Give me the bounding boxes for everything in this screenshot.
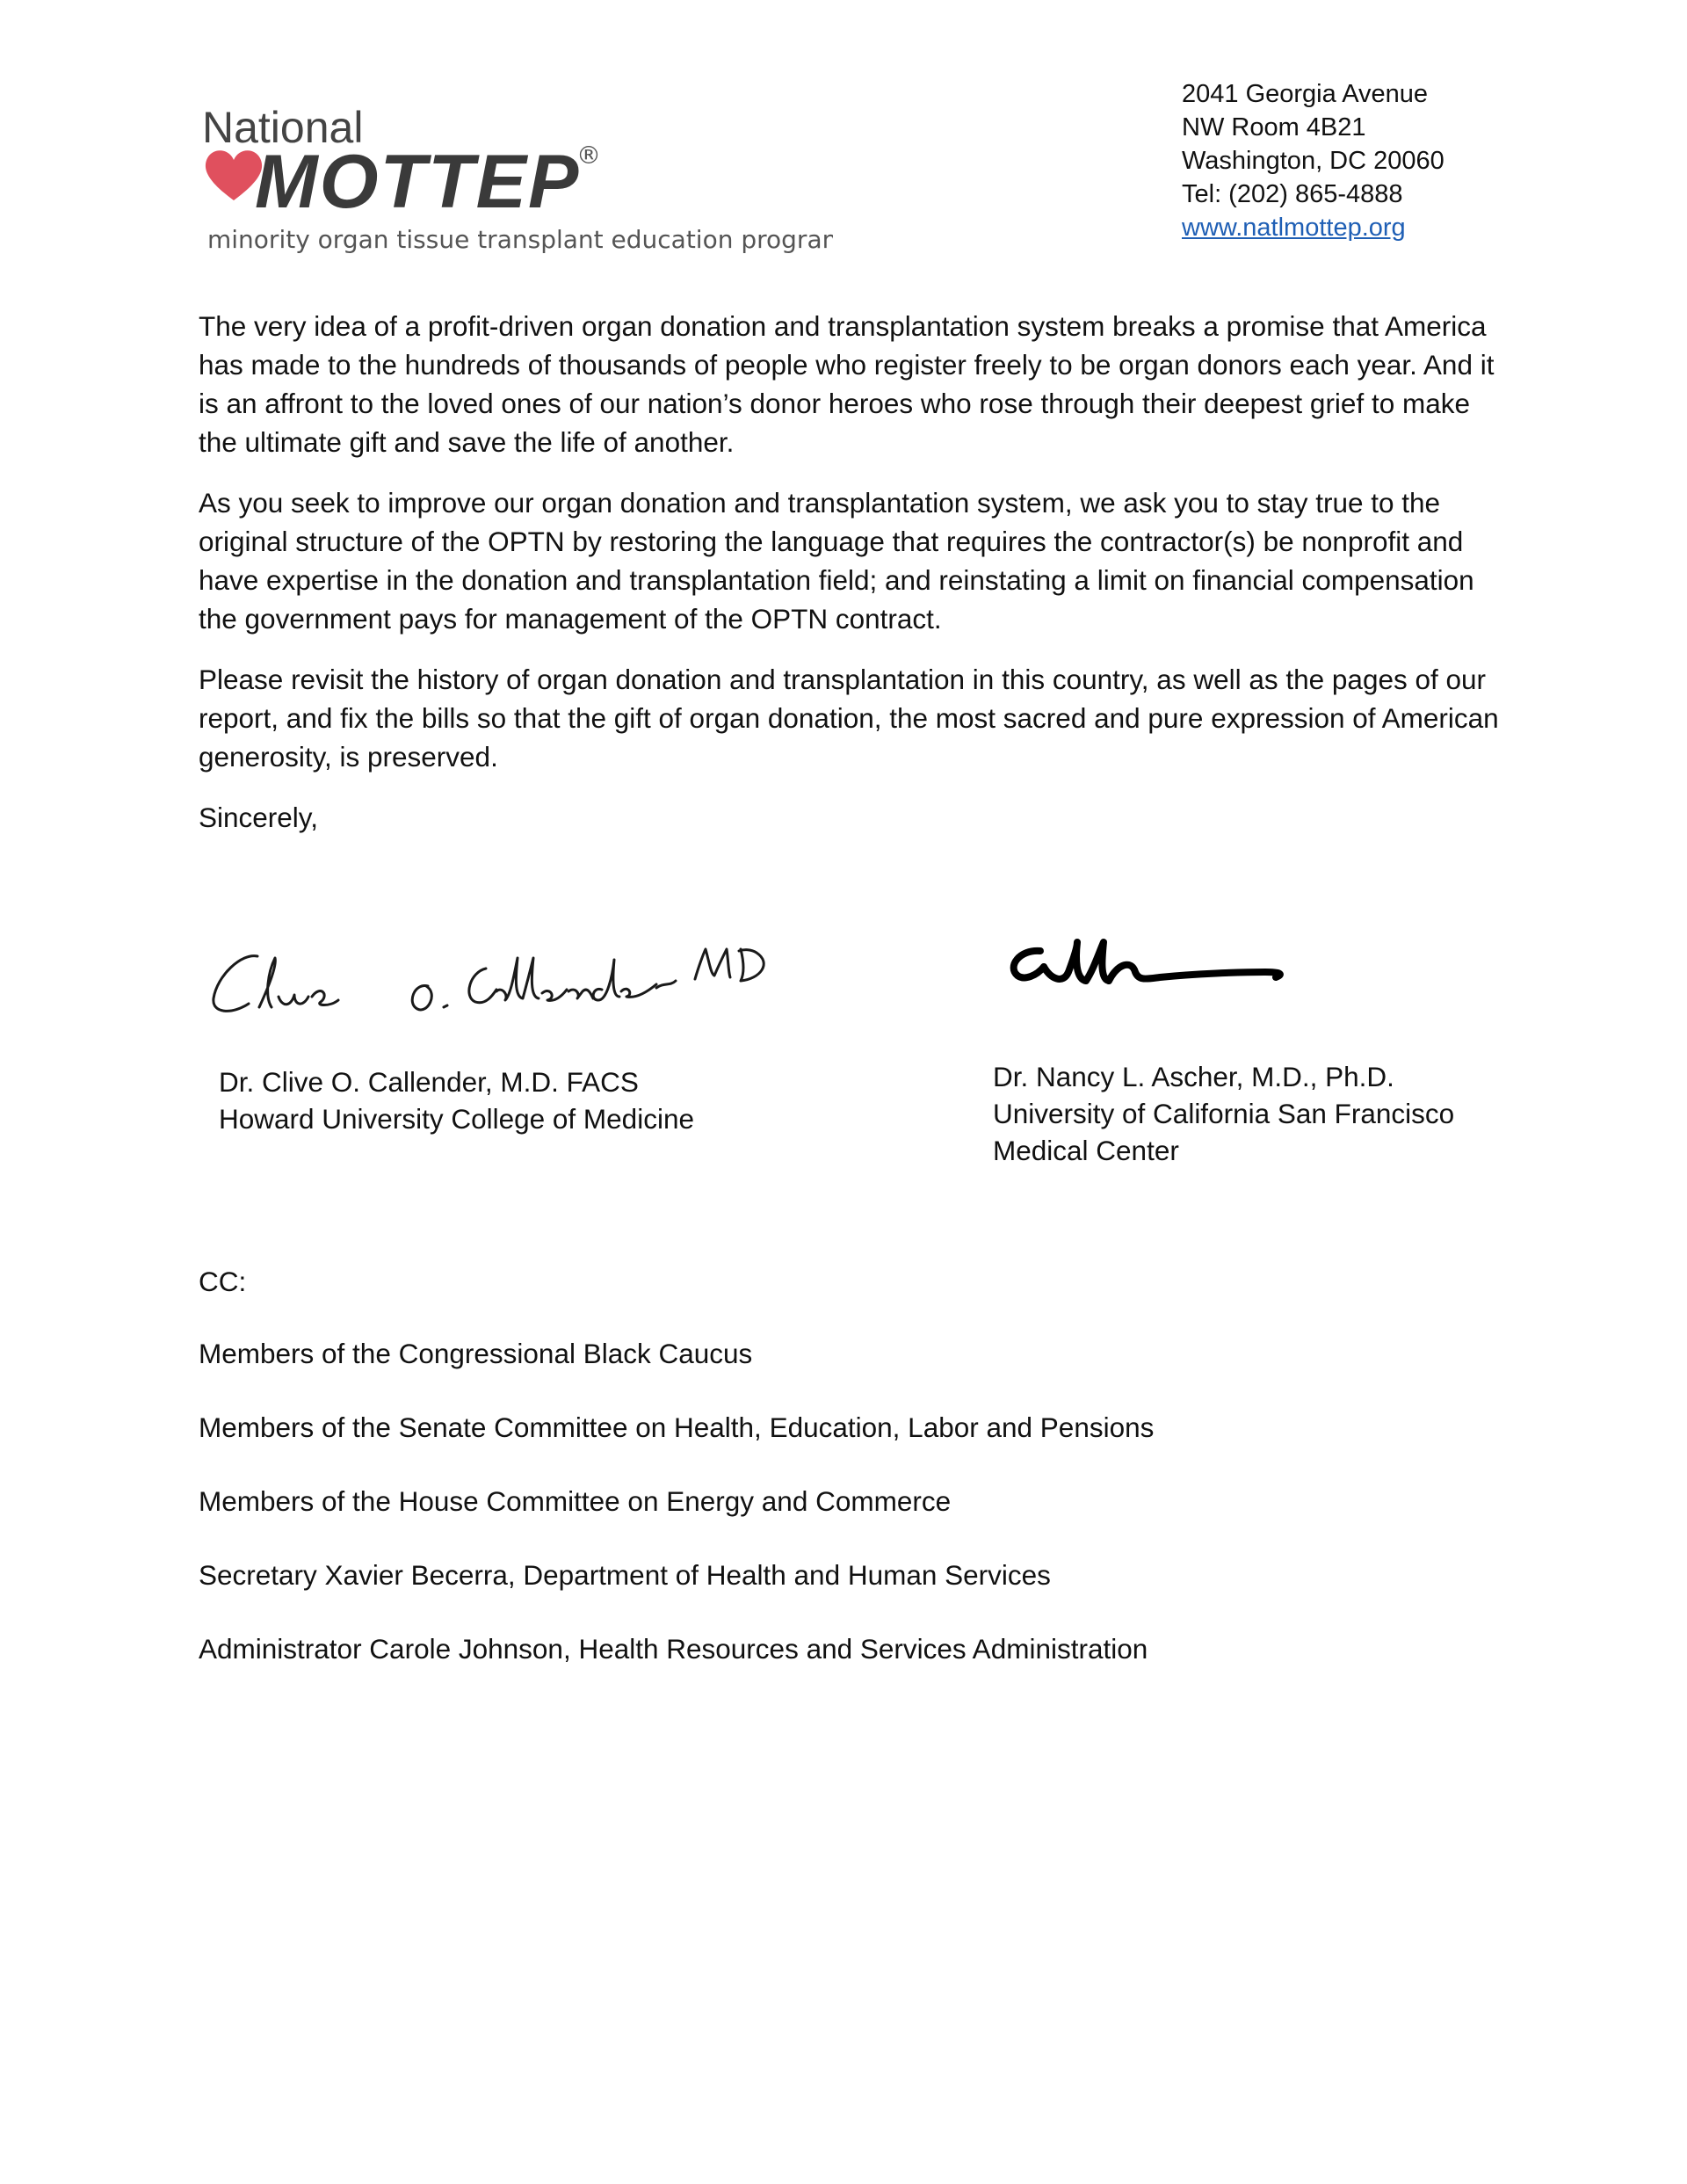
signer-1-name: Dr. Clive O. Callender, M.D. FACS — [219, 1066, 639, 1098]
address-tel: Tel: (202) 865-4888 — [1182, 180, 1403, 208]
registered-mark: ® — [576, 141, 601, 170]
cc-recipient: Members of the Senate Committee on Health, Education, Labor and Pensions — [199, 1411, 1155, 1443]
signature-ascher — [1002, 932, 1344, 1002]
signer-2-name: Dr. Nancy L. Ascher, M.D., Ph.D. — [993, 1061, 1394, 1092]
signer-2-block — [993, 1058, 1454, 1169]
paragraph-1: The very idea of a profit-driven organ donation and transplantation system breaks a promise that America has made to the hundreds of thousands of people who register freely to be organ donors each year. And it is an affront to the loved ones of our nation’s donor heroes who rose through their deepest grief to make the ultimate gift and save the life of another. — [199, 310, 1495, 458]
address-room: NW Room 4B21 — [1182, 113, 1366, 141]
logo-tagline-text: minority organ tissue transplant education program — [207, 225, 833, 254]
paragraph-3: Please revisit the history of organ donation and transplantation in this country, as well as the pages of our report, and fix the bills so that the gift of organ donation, the most sacred and pure expression of American generosity, is preserved. — [199, 664, 1499, 773]
cc-recipient: Members of the Congressional Black Caucus — [199, 1338, 753, 1369]
signer-1-block — [219, 1063, 694, 1137]
signer-2-affiliation-1: University of California San Francisco — [993, 1098, 1455, 1129]
national-mottep-logo — [200, 97, 833, 264]
signer-1-affiliation: Howard University College of Medicine — [219, 1103, 694, 1135]
signature-1-text: Clive O. Callender MD — [206, 923, 215, 924]
cc-recipient: Secretary Xavier Becerra, Department of Health and Human Services — [199, 1559, 1051, 1591]
address-street: 2041 Georgia Avenue — [1182, 80, 1429, 108]
heart-icon — [206, 150, 262, 200]
letter-body — [199, 307, 1508, 859]
cc-label: CC: — [199, 1266, 247, 1297]
address-city: Washington, DC 20060 — [1182, 147, 1444, 175]
closing: Sincerely, — [199, 802, 318, 833]
paragraph-2: As you seek to improve our organ donation and transplantation system, we ask you to stay true to the original structure of the OPTN by restoring the language that requires the contractor(s) be nonprofit and have expertise in the donation and transplantation field; and reinstating a limit on financial compensation the government pays for management of the OPTN contract. — [199, 487, 1474, 635]
website-link[interactable]: www.natlmottep.org — [1182, 214, 1406, 242]
cc-section — [199, 1266, 1154, 1704]
cc-recipient: Administrator Carole Johnson, Health Resources and Services Administration — [199, 1633, 1148, 1665]
logo-mottep-text: MOTTEP — [255, 140, 581, 224]
cc-recipient: Members of the House Committee on Energy and Commerce — [199, 1485, 952, 1517]
address-block — [1182, 77, 1444, 244]
signature-callender — [206, 923, 839, 1024]
signer-2-affiliation-2: Medical Center — [993, 1135, 1179, 1166]
logo-national-text: National — [202, 103, 364, 152]
